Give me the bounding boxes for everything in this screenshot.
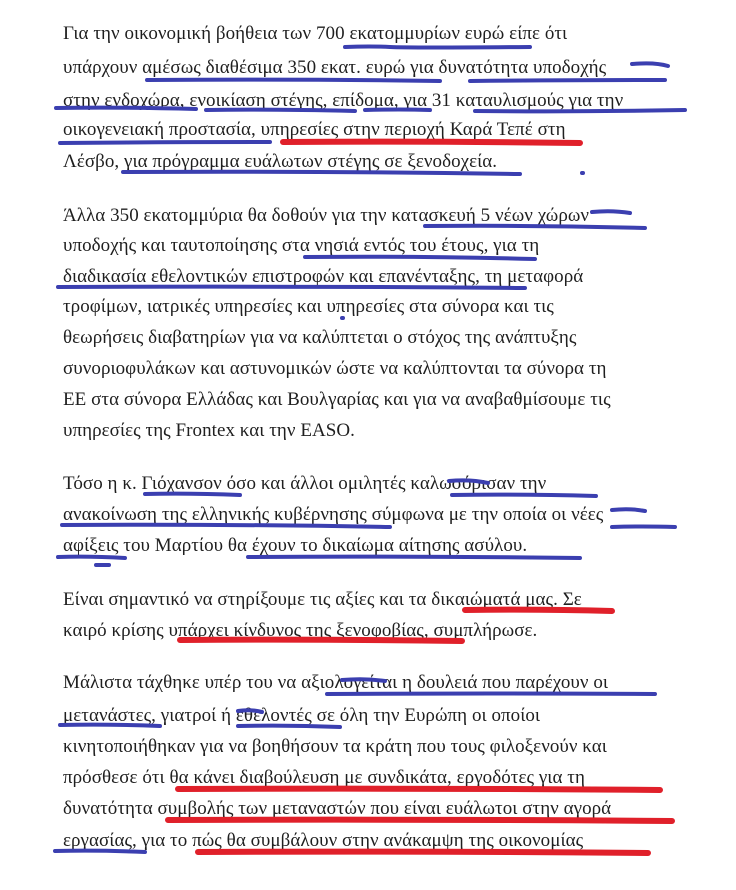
text-line: υπηρεσίες της Frontex και την EASO. [63, 420, 355, 441]
blue-underline [612, 527, 675, 528]
blue-underline [612, 509, 645, 511]
text-line: αφίξεις του Μαρτίου θα έχουν το δικαίωμα αίτησης ασύλου. [63, 535, 528, 556]
text-line: τροφίμων, ιατρικές υπηρεσίες και υπηρεσίες στα σύνορα και τις [63, 296, 554, 317]
text-line: δυνατότητα συμβολής των μεταναστών που είναι ευάλωτοι στην αγορά [63, 798, 612, 819]
text-line: υποδοχής και ταυτοποίησης στα νησιά εντός του έτους, για τη [63, 235, 540, 256]
text-line: Τόσο η κ. Γιόχανσον όσο και άλλοι ομιλητές καλωσόρισαν την [63, 473, 547, 494]
text-line: θεωρήσεις διαβατηρίων για να καλύπτεται ο στόχος της ανάπτυξης [63, 327, 577, 348]
text-line: οικογενειακή προστασία, υπηρεσίες στην περιοχή Καρά Τεπέ στη [63, 119, 566, 140]
text-line: Για την οικονομική βοήθεια των 700 εκατομμυρίων ευρώ είπε ότι [63, 23, 568, 44]
text-line: εργασίας, για το πώς θα συμβάλουν στην ανάκαμψη της οικονομίας [63, 830, 584, 851]
text-line: πρόσθεσε ότι θα κάνει διαβούλευση με συνδικάτα, εργοδότες για τη [63, 767, 585, 788]
blue-underline [632, 63, 668, 66]
text-line: Λέσβο, για πρόγραμμα ευάλωτων στέγης σε ξενοδοχεία. [63, 151, 498, 172]
text-line: στην ενδοχώρα, ενοικίαση στέγης, επίδομα, για 31 καταυλισμούς για την [63, 90, 624, 111]
text-line: διαδικασία εθελοντικών επιστροφών και επανένταξης, τη μεταφορά [63, 266, 584, 287]
text-line: συνοριοφυλάκων και αστυνομικών ώστε να καλύπτονται τα σύνορα τη [63, 358, 607, 379]
text-line: Άλλα 350 εκατομμύρια θα δοθούν για την κατασκευή 5 νέων χώρων [63, 205, 590, 226]
text-line: καιρό κρίσης υπάρχει κίνδυνος της ξενοφοβίας, συμπλήρωσε. [63, 620, 538, 641]
blue-underline [345, 47, 530, 48]
text-line: μετανάστες, γιατροί ή εθελοντές σε όλη την Ευρώπη οι οποίοι [63, 705, 541, 726]
text-line: κινητοποιήθηκαν για να βοηθήσουν τα κράτη που τους φιλοξενούν και [63, 736, 607, 757]
blue-underline [592, 211, 630, 213]
text-line: ανακοίνωση της ελληνικής κυβέρνησης σύμφωνα με την οποία οι νέες [63, 504, 604, 525]
blue-underline [60, 142, 270, 143]
text-line: υπάρχουν αμέσως διαθέσιμα 350 εκατ. ευρώ για δυνατότητα υποδοχής [63, 57, 607, 78]
text-line: ΕΕ στα σύνορα Ελλάδας και Βουλγαρίας και για να αναβαθμίσουμε τις [63, 389, 611, 410]
text-line: Είναι σημαντικό να στηρίξουμε τις αξίες και τα δικαιώματά μας. Σε [63, 589, 582, 610]
blue-underline [470, 80, 665, 81]
text-line: Μάλιστα τάχθηκε υπέρ του να αξιολογείται η δουλειά που παρέχουν οι [63, 672, 609, 693]
